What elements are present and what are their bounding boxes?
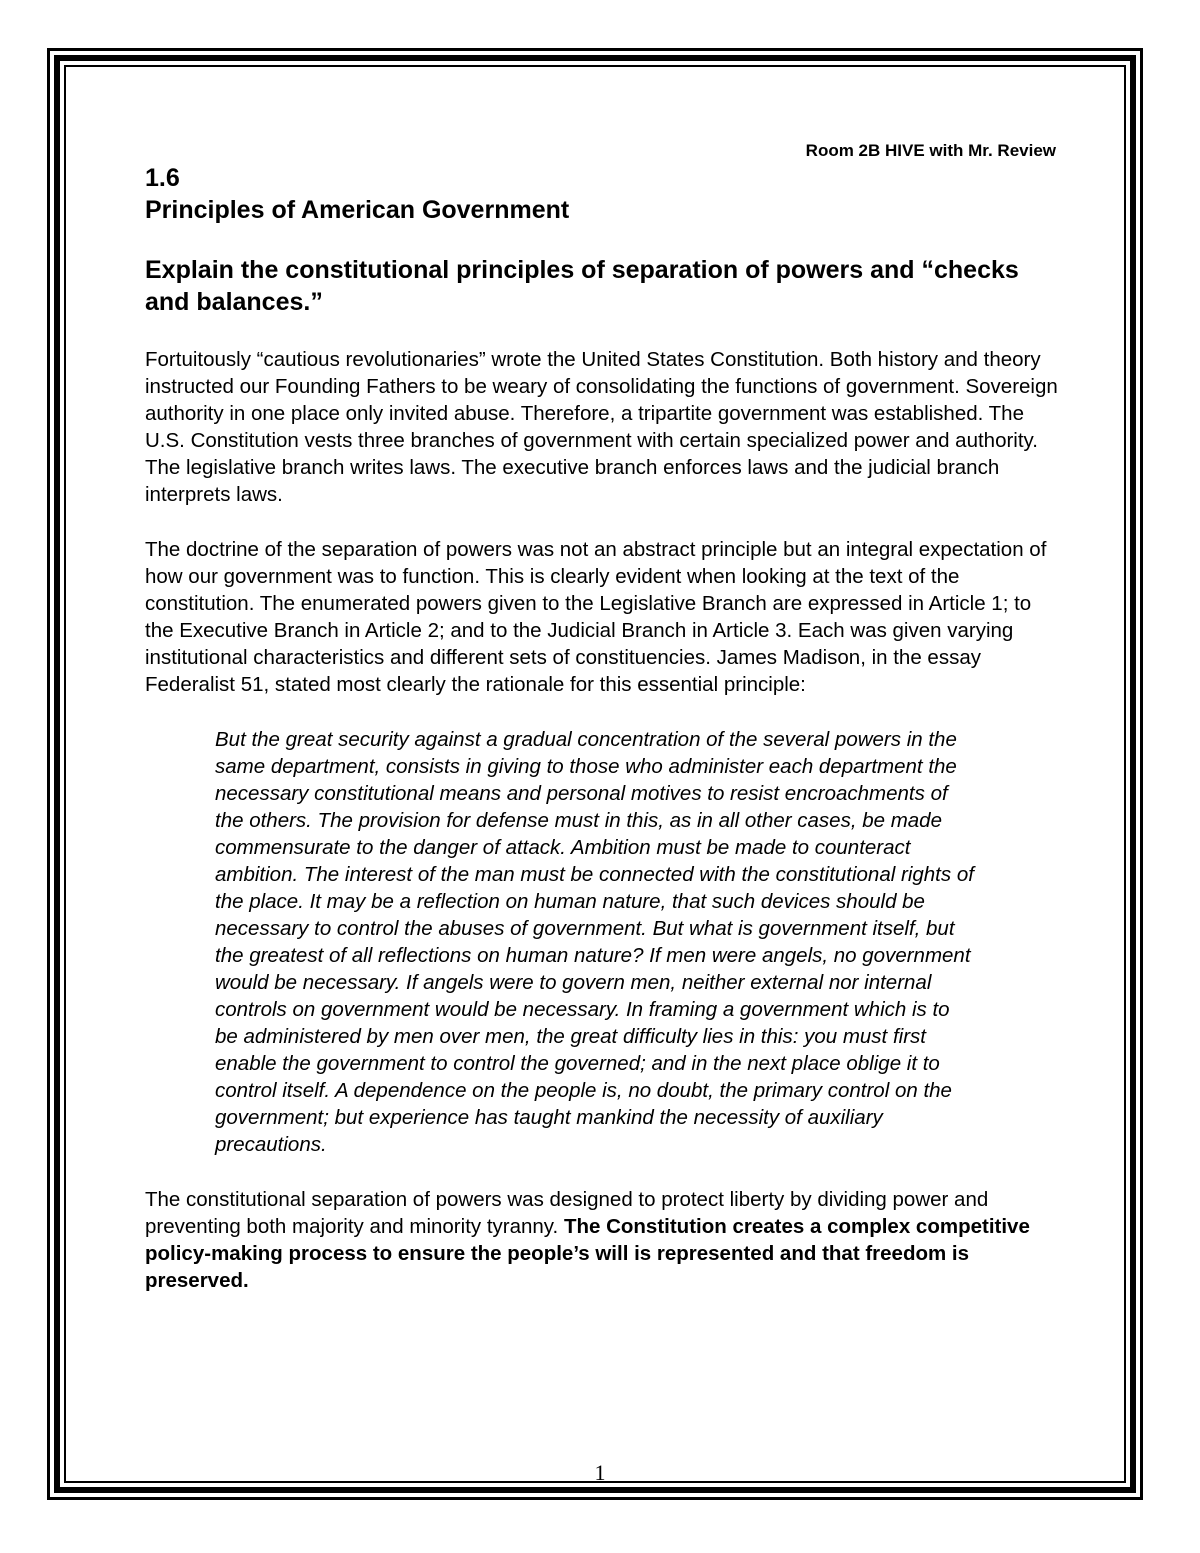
federalist-51-quote: But the great security against a gradual concentration of the several powers in the same department, consists in giving to those who administer each department the necessary constitutional means and personal motives to resist encroachments of the others. The provision for defense must in this, as in all other cases, be made commensurate to the danger of attack. Ambition must be made to counteract ambition. The interest of the man must be connected with the constitutional rights of the place. It may be a reflection on human nature, that such devices should be necessary to control the abuses of government. But what is government itself, but the greatest of all reflections on human nature? If men were angels, no government would be necessary. If angels were to govern men, neither external nor internal controls on government would be necessary. In framing a government which is to be administered by men over men, the great difficulty lies in this: you must first enable the government to control the governed; and in the next place oblige it to control itself. A dependence on the people is, no doubt, the primary control on the government; but experience has taught mankind the necessity of auxiliary precautions. bbox=[215, 728, 974, 1156]
document-content bbox=[145, 140, 1060, 1294]
page-number: 1 bbox=[594, 1460, 606, 1485]
paragraph-intro: Fortuitously “cautious revolutionaries” wrote the United States Constitution. Both history and theory instructed our Founding Fathers to be weary of consolidating the functions of government. Sovereign authority in one place only invited abuse. Therefore, a tripartite government was established. The U.S. Constitution vests three branches of government with certain specialized power and authority. The legislative branch writes laws. The executive branch enforces laws and the judicial branch interprets laws. bbox=[145, 348, 1058, 506]
section-number: 1.6 bbox=[145, 164, 180, 192]
closing-text: The constitutional separation of powers was designed to protect liberty by dividing power and preventing both majority and minority tyranny. bbox=[145, 1188, 989, 1238]
paragraph-doctrine: The doctrine of the separation of powers was not an abstract principle but an integral expectation of how our government was to function. This is clearly evident when looking at the text of the constitution. The enumerated powers given to the Legislative Branch are expressed in Article 1; to the Executive Branch in Article 2; and to the Judicial Branch in Article 3. Each was given varying institutional characteristics and different sets of constituencies. James Madison, in the essay Federalist 51, stated most clearly the rationale for this essential principle: bbox=[145, 538, 1047, 696]
closing-bold-text: The Constitution creates a complex competitive policy-making process to ensure the people’s will is represented and that freedom is preserved. bbox=[145, 1215, 1030, 1292]
room-label: Room 2B HIVE with Mr. Review bbox=[805, 141, 1056, 160]
section-title: Principles of American Government bbox=[145, 196, 570, 224]
paragraph-closing bbox=[145, 1186, 1060, 1294]
question-heading: Explain the constitutional principles of separation of powers and “checks and balances.” bbox=[145, 256, 1019, 316]
